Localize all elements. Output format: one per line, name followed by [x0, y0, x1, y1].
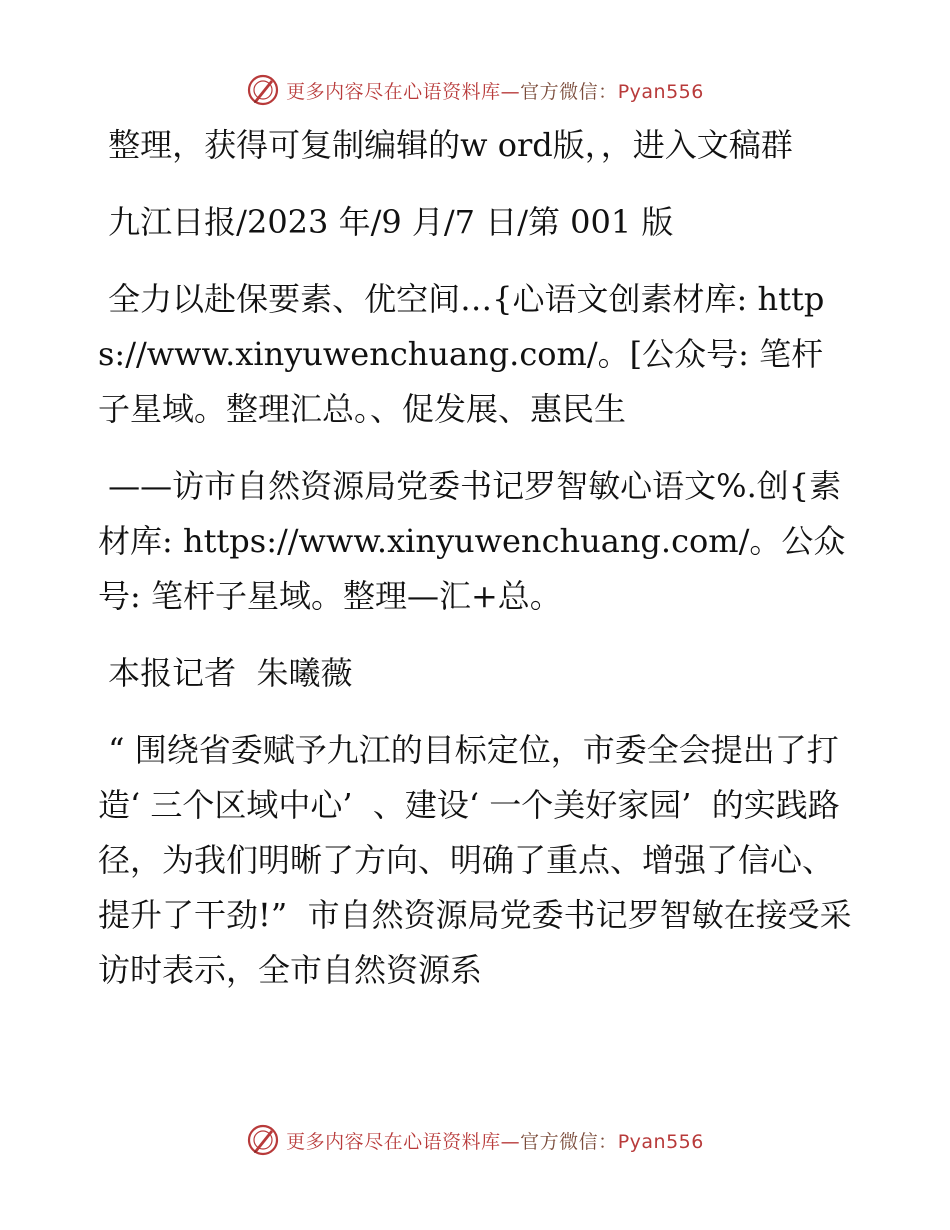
banner-wechat-label: 官方微信： [520, 1130, 618, 1153]
banner-wechat-id: Pyan556 [617, 1130, 704, 1153]
pen-seal-icon [246, 73, 280, 107]
banner-separator: — [500, 1130, 521, 1153]
banner-wechat-label: 官方微信： [520, 80, 618, 103]
paragraph-intro: 整理，获得可复制编辑的w ord版，，进入文稿群 [98, 126, 793, 164]
paragraph-headline: 全力以赴保要素、优空间…{心语文创素材库: https://www.xinyuwenchuang.com/。[公众号: 笔杆子星域。整理汇总。、促发展、惠民生 [98, 280, 825, 428]
paragraph-source-line: 九江日报/2023 年/9 月/7 日/第 001 版 [98, 203, 674, 241]
banner-wechat-id: Pyan556 [617, 80, 704, 103]
banner-separator: — [500, 80, 521, 103]
pen-seal-icon [246, 1123, 280, 1157]
banner-text [286, 1127, 704, 1154]
header-banner [0, 70, 950, 110]
footer-banner [0, 1120, 950, 1160]
paragraph-body: “ 围绕省委赋予九江的目标定位，市委全会提出了打造‘ 三个区域中心’ 、建设‘ 一个美好家园’ 的实践路径，为我们明晰了方向、明确了重点、增强了信心、提升了干劲!” 市自然资源局党委书记罗智敏在接受采访时表示，全市自然资源系 [98, 731, 852, 989]
paragraph-byline: 本报记者 朱曦薇 [98, 654, 353, 692]
banner-text [286, 77, 704, 104]
paragraph-subheadline: ——访市自然资源局党委书记罗智敏心语文%.创{素材库: https://www.xinyuwenchuang.com/。公众号: 笔杆子星域。整理—汇+总。 [98, 467, 846, 615]
banner-site-name: 更多内容尽在心语资料库 [286, 80, 501, 103]
document-body [98, 118, 852, 998]
banner-site-name: 更多内容尽在心语资料库 [286, 1130, 501, 1153]
